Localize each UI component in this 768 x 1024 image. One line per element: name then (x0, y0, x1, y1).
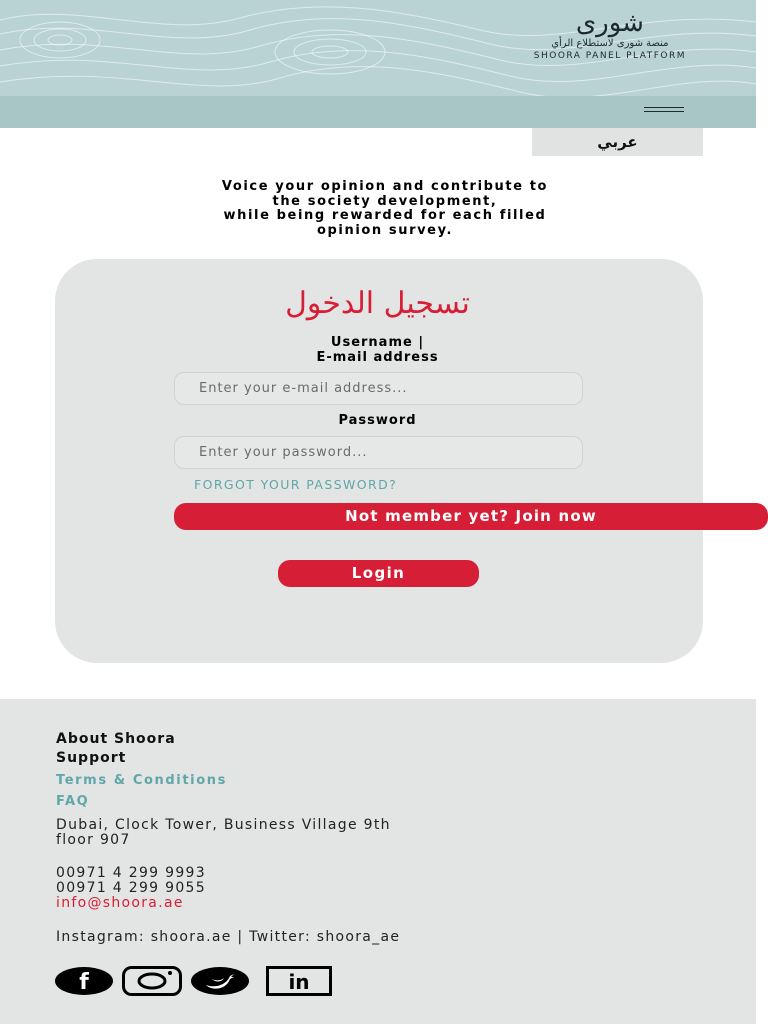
logo-arabic-subtitle: منصة شورى لاستطلاع الرأي (551, 38, 669, 49)
forgot-password-link[interactable]: FORGOT YOUR PASSWORD? (194, 477, 398, 492)
language-toggle-button[interactable]: عربي (532, 128, 703, 156)
site-header (0, 0, 756, 96)
logo-arabic-wordmark: شورى (575, 8, 644, 38)
username-label (0, 335, 755, 365)
password-label: Password (338, 413, 417, 428)
join-now-button[interactable]: Not member yet? Join now (174, 503, 768, 530)
username-label-line-1: Username | (330, 335, 425, 350)
logo-english-subtitle: SHOORA PANEL PLATFORM (533, 51, 686, 61)
tagline-line-1: Voice your opinion and contribute to (221, 179, 549, 194)
hamburger-icon[interactable] (644, 104, 684, 120)
linkedin-icon[interactable] (266, 966, 332, 996)
svg-text:in: in (288, 970, 310, 994)
email-input[interactable] (174, 372, 583, 405)
footer-phone-2: 00971 4 299 9055 (56, 880, 206, 896)
tagline-line-3: while being rewarded for each filled (223, 208, 547, 223)
nav-bar (0, 96, 756, 128)
footer-address-line-1: Dubai, Clock Tower, Business Village 9th (56, 817, 391, 833)
tagline (40, 180, 730, 238)
footer-support-link[interactable]: Support (56, 750, 127, 766)
footer-social-handles: Instagram: shoora.ae | Twitter: shoora_ae (56, 929, 401, 945)
footer-about-link[interactable]: About Shoora (56, 731, 176, 747)
footer-terms-link[interactable]: Terms & Conditions (56, 773, 227, 788)
tagline-line-2: the society development, (272, 193, 498, 209)
login-button[interactable]: Login (278, 560, 479, 587)
twitter-icon[interactable] (190, 966, 250, 996)
tagline-line-4: opinion survey. (316, 222, 454, 238)
facebook-icon[interactable] (54, 966, 114, 996)
login-title: تسجيل الدخول (285, 286, 470, 321)
footer-email-link[interactable]: info@shoora.ae (56, 895, 184, 911)
password-input[interactable] (174, 436, 583, 469)
username-label-line-2: E-mail address (316, 350, 439, 365)
footer-faq-link[interactable]: FAQ (56, 794, 90, 809)
footer-address (56, 818, 656, 848)
footer-address-line-2: floor 907 (56, 832, 131, 848)
shoora-logo[interactable] (534, 8, 686, 62)
footer-phone-1: 00971 4 299 9993 (56, 865, 206, 881)
instagram-icon[interactable] (122, 966, 182, 996)
svg-text:f: f (79, 970, 89, 995)
